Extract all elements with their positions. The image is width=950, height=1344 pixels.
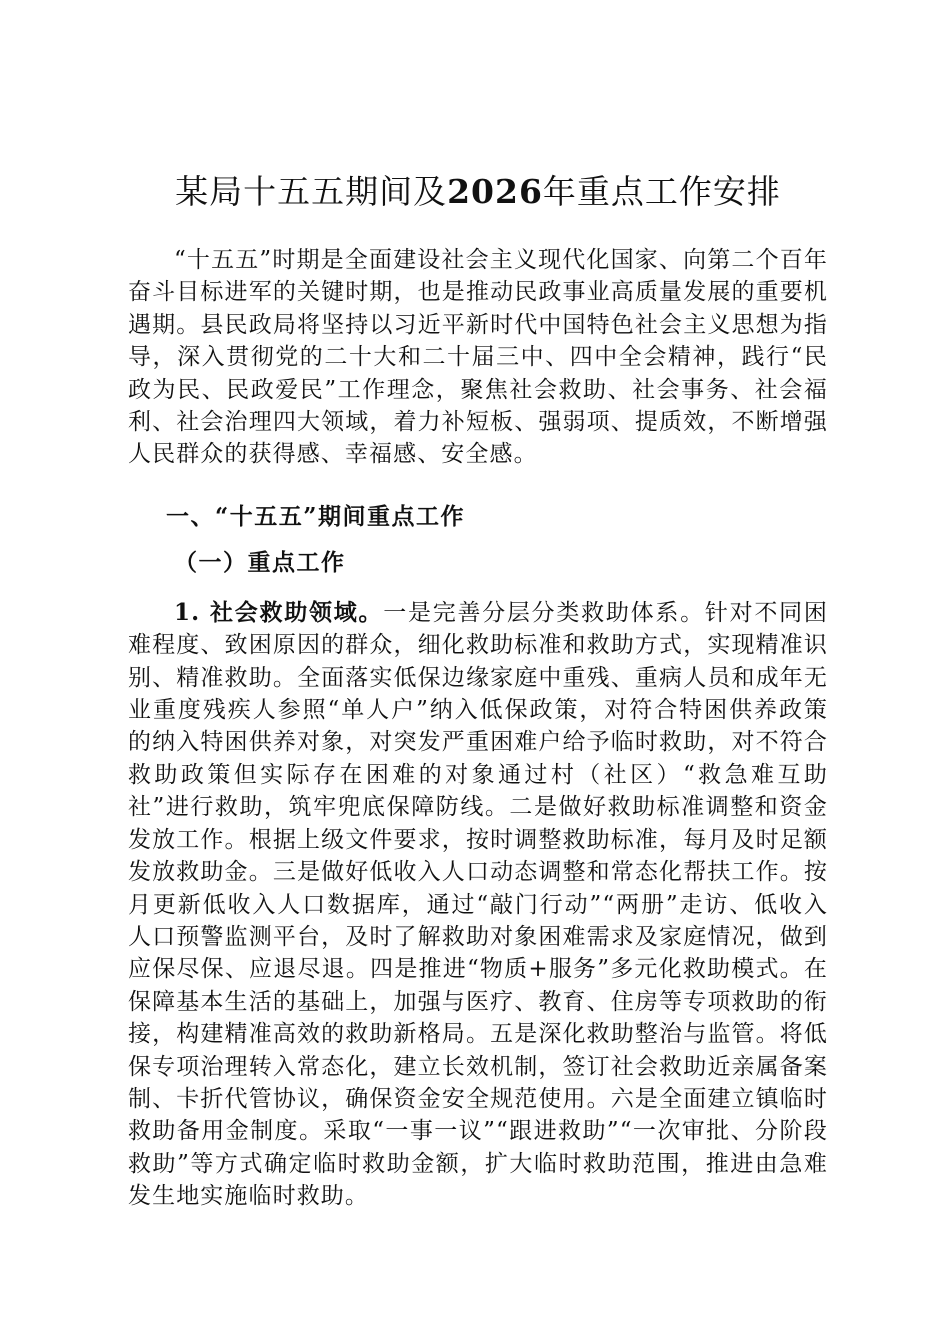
- paragraph-lead: 1. 社会救助领域。: [174, 598, 384, 626]
- title-prefix: 某局十五五期间及: [175, 172, 448, 211]
- title-suffix: 年重点工作安排: [542, 172, 781, 211]
- social-assistance-paragraph: [128, 597, 828, 1213]
- section-heading-1: 一、“十五五”期间重点工作: [166, 502, 465, 530]
- subsection-heading-1: （一）重点工作: [174, 548, 346, 576]
- title-year: 2026: [447, 172, 543, 211]
- intro-paragraph: “十五五”时期是全面建设社会主义现代化国家、向第二个百年奋斗目标进军的关键时期，也是推动民政事业高质量发展的重要机遇期。县民政局将坚持以习近平新时代中国特色社会主义思想为指导，深入贯彻党的二十大和二十届三中、四中全会精神，践行“民政为民、民政爱民”工作理念，聚焦社会救助、社会事务、社会福利、社会治理四大领域，着力补短板、强弱项、提质效，不断增强人民群众的获得感、幸福感、安全感。: [128, 247, 828, 468]
- paragraph-body: 一是完善分层分类救助体系。针对不同困难程度、致困原因的群众，细化救助标准和救助方式，实现精准识别、精准救助。全面落实低保边缘家庭中重残、重病人员和成年无业重度残疾人参照“单人户”纳入低保政策，对符合特困供养政策的纳入特困供养对象，对突发严重困难户给予临时救助，对不符合救助政策但实际存在困难的对象通过村（社区）“救急难互助社”进行救助，筑牢兜底保障防线。二是做好救助标准调整和资金发放工作。根据上级文件要求，按时调整救助标准，每月及时足额发放救助金。三是做好低收入人口动态调整和常态化帮扶工作。按月更新低收入人口数据库，通过“敲门行动”“两册”走访、低收入人口预警监测平台，及时了解救助对象困难需求及家庭情况，做到应保尽保、应退尽退。四是推进“物质+服务”多元化救助模式。在保障基本生活的基础上，加强与医疗、教育、住房等专项救助的衔接，构建精准高效的救助新格局。五是深化救助整治与监管。将低保专项治理转入常态化，建立长效机制，签订社会救助近亲属备案制、卡折代管协议，确保资金安全规范使用。六是全面建立镇临时救助备用金制度。采取“一事一议”“跟进救助”“一次审批、分阶段救助”等方式确定临时救助金额，扩大临时救助范围，推进由急难发生地实施临时救助。: [128, 599, 828, 1210]
- document-title: [128, 168, 828, 216]
